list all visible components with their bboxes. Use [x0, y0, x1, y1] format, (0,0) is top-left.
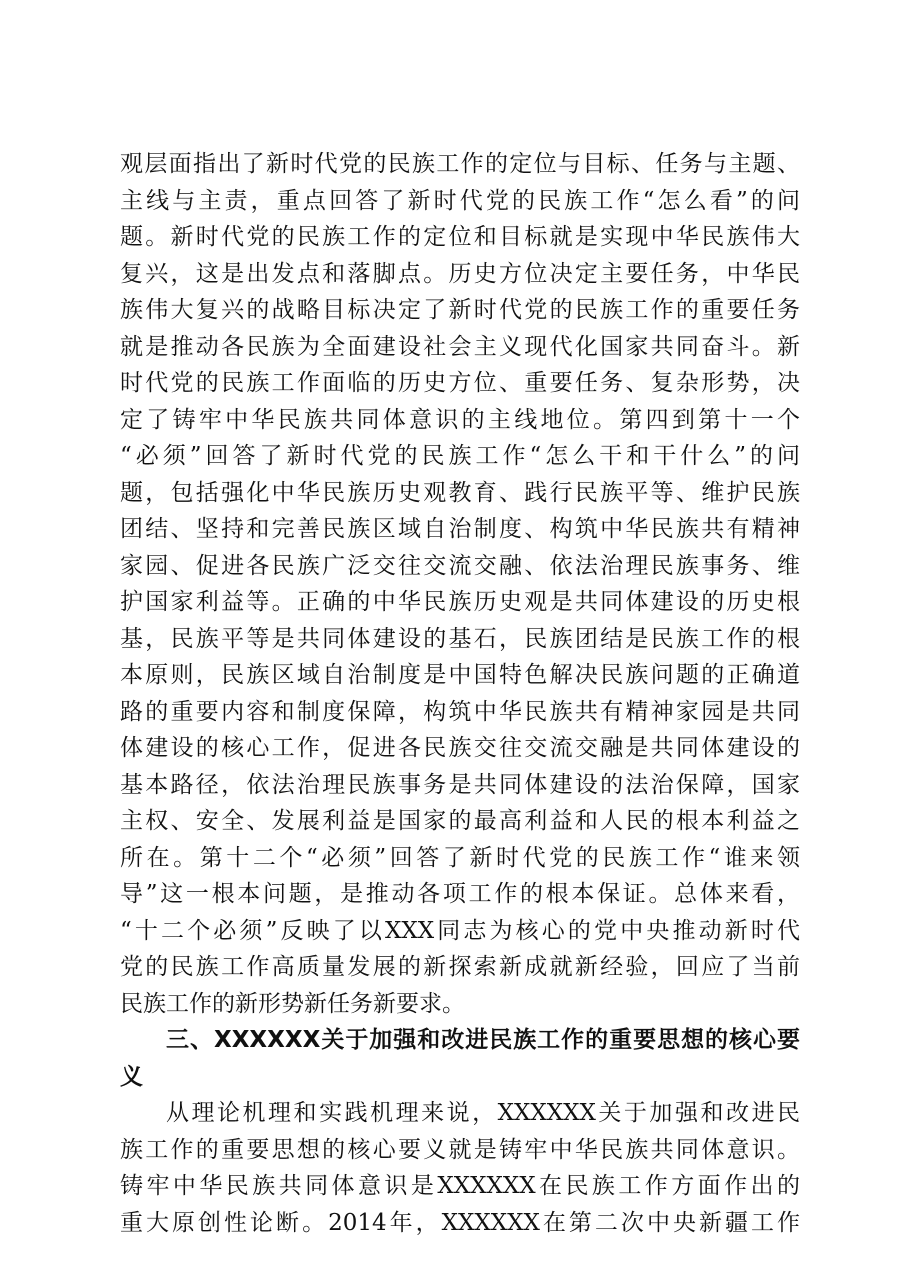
- text-line: 家园、促进各民族广泛交往交流交融、依法治理民族事务、维: [120, 552, 800, 579]
- text-line: 主线与主责，重点回答了新时代党的民族工作“怎么看”的问: [120, 187, 800, 214]
- text-line: 民族工作的新形势新任务新要求。: [120, 990, 465, 1017]
- document-body: [120, 146, 800, 1241]
- body-paragraph-1: [120, 146, 800, 1022]
- text-line: “必须”回答了新时代党的民族工作“怎么干和干什么”的问: [120, 443, 800, 469]
- text-line: 时代党的民族工作面临的历史方位、重要任务、复杂形势，决: [120, 370, 800, 396]
- text-line: 题。新时代党的民族工作的定位和目标就是实现中华民族伟大: [120, 224, 800, 250]
- text-line: 主权、安全、发展利益是国家的最高利益和人民的根本利益之: [120, 808, 800, 834]
- text-line: 定了铸牢中华民族共同体意识的主线地位。第四到第十一个: [120, 406, 800, 433]
- text-line: 复兴，这是出发点和落脚点。历史方位决定主要任务，中华民: [120, 260, 800, 287]
- text-line: 本原则，民族区域自治制度是中国特色解决民族问题的正确道: [120, 662, 800, 688]
- text-line: 基，民族平等是共同体建设的基石，民族团结是民族工作的根: [120, 625, 800, 652]
- text-line: 团结、坚持和完善民族区域自治制度、构筑中华民族共有精神: [120, 516, 800, 542]
- text-line: 党的民族工作高质量发展的新探索新成就新经验，回应了当前: [120, 954, 800, 980]
- text-line: “十二个必须”反映了以XXX同志为核心的党中央推动新时代: [120, 917, 800, 944]
- text-line: 重大原创性论断。2014年，XXXXXX在第二次中央新疆工作: [120, 1209, 800, 1236]
- text-line: 基本路径，依法治理民族事务是共同体建设的法治保障，国家: [120, 771, 800, 798]
- heading-line: 三、XXXXXX关于加强和改进民族工作的重要思想的核心要: [166, 1027, 800, 1053]
- text-line: 铸牢中华民族共同体意识是XXXXXX在民族工作方面作出的: [120, 1173, 800, 1199]
- text-line: 路的重要内容和制度保障，构筑中华民族共有精神家园是共同: [120, 698, 800, 725]
- text-line: 护国家利益等。正确的中华民族历史观是共同体建设的历史根: [120, 589, 800, 615]
- heading-line: 义: [120, 1063, 143, 1090]
- text-line: 所在。第十二个“必须”回答了新时代党的民族工作“谁来领: [120, 844, 800, 871]
- text-line: 从理论机理和实践机理来说，XXXXXX关于加强和改进民: [166, 1100, 800, 1126]
- section-heading: [120, 1022, 800, 1095]
- body-paragraph-2: [120, 1095, 800, 1241]
- text-line: 族伟大复兴的战略目标决定了新时代党的民族工作的重要任务: [120, 297, 800, 323]
- text-line: 就是推动各民族为全面建设社会主义现代化国家共同奋斗。新: [120, 333, 800, 360]
- text-line: 题，包括强化中华民族历史观教育、践行民族平等、维护民族: [120, 479, 800, 506]
- text-line: 体建设的核心工作，促进各民族交往交流交融是共同体建设的: [120, 735, 800, 761]
- text-line: 观层面指出了新时代党的民族工作的定位与目标、任务与主题、: [120, 151, 800, 177]
- text-line: 族工作的重要思想的核心要义就是铸牢中华民族共同体意识。: [120, 1136, 800, 1163]
- text-line: 导”这一根本问题，是推动各项工作的根本保证。总体来看，: [120, 881, 800, 907]
